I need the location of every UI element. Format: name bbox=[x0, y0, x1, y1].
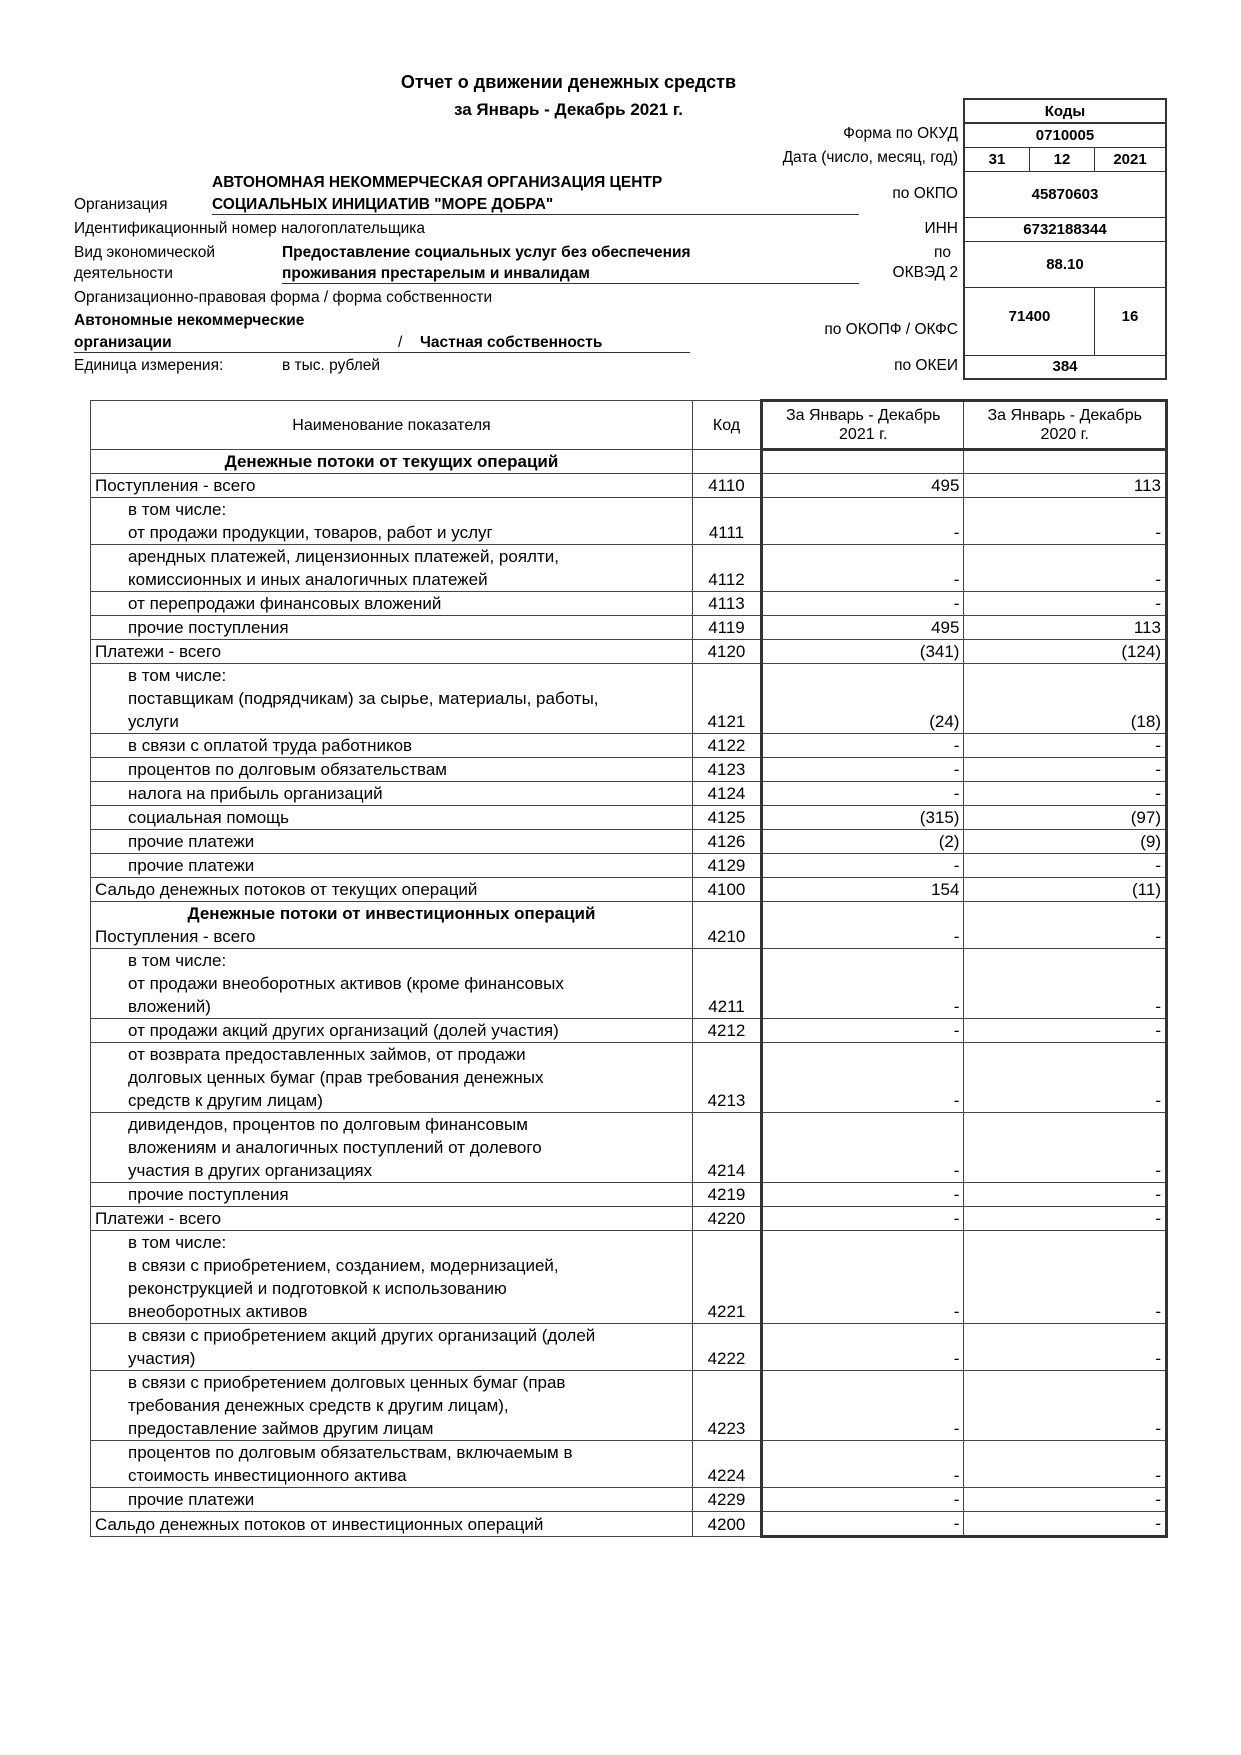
table-row: прочие платежи 4129 - - bbox=[91, 854, 1167, 878]
legal-form-label: Организационно-правовая форма / форма собственности bbox=[74, 289, 493, 306]
table-row: в том числе: от продажи внеоборотных активов (кроме финансовых вложений) 4211 - - bbox=[91, 949, 1167, 1019]
okpo-label: по ОКПО bbox=[892, 185, 958, 202]
table-row: от продажи акций других организаций (долей участия) 4212 - - bbox=[91, 1019, 1167, 1043]
date-year: 2021 bbox=[1095, 147, 1167, 171]
section-title-investing: Денежные потоки от инвестиционных операций bbox=[187, 904, 596, 923]
activity-label-1: Вид экономической bbox=[74, 244, 216, 261]
inn-code-label: ИНН bbox=[924, 220, 958, 237]
table-row: процентов по долговым обязательствам, включаемым в стоимость инвестиционного актива 4224 - - bbox=[91, 1441, 1167, 1488]
activity-line-1: Предоставление социальных услуг без обеспечения bbox=[282, 244, 691, 261]
table-row bbox=[91, 450, 1167, 474]
okei-label: по ОКЕИ bbox=[894, 357, 958, 374]
legal-form-line-1: Автономные некоммерческие bbox=[74, 312, 305, 329]
okei-value: 384 bbox=[964, 355, 1166, 379]
okved-value: 88.10 bbox=[964, 241, 1166, 287]
report-period: за Январь - Декабрь 2021 г. bbox=[454, 100, 683, 119]
section-title-operating: Денежные потоки от текущих операций bbox=[91, 450, 693, 474]
table-row: дивидендов, процентов по долговым финансовым вложениям и аналогичных поступлений от долевого участия в других организациях 4214 - - bbox=[91, 1113, 1167, 1183]
table-row: в связи с приобретением акций других организаций (долей участия) 4222 - - bbox=[91, 1324, 1167, 1371]
header-code: Код bbox=[692, 401, 761, 450]
table-row: от возврата предоставленных займов, от продажи долговых ценных бумаг (прав требования денежных средств к другим лицам) 4213 - - bbox=[91, 1043, 1167, 1113]
codes-heading: Коды bbox=[964, 99, 1166, 123]
legal-form-line-2: организации bbox=[74, 334, 690, 353]
header-2021-line-1: За Январь - Декабрь bbox=[785, 407, 941, 424]
table-row: в связи с приобретением долговых ценных бумаг (прав требования денежных средств к другим лицам), предоставление займов другим лицам 4223 - - bbox=[91, 1371, 1167, 1441]
ownership-form: Частная собственность bbox=[420, 334, 603, 351]
header-2020-line-2: 2020 г. bbox=[1040, 426, 1089, 443]
table-row: в связи с оплатой труда работников 4122 - - bbox=[91, 734, 1167, 758]
table-header-row bbox=[91, 401, 1167, 450]
codes-box bbox=[963, 98, 1167, 380]
okved-label-1: по bbox=[933, 244, 951, 261]
date-label: Дата (число, месяц, год) bbox=[782, 149, 958, 166]
report-title: Отчет о движении денежных средств bbox=[400, 72, 737, 92]
table-row: прочие платежи 4229 - - bbox=[91, 1488, 1167, 1512]
header-2021-line-2: 2021 г. bbox=[839, 426, 888, 443]
inn-value: 6732188344 bbox=[964, 217, 1166, 241]
table-row: налога на прибыль организаций 4124 - - bbox=[91, 782, 1167, 806]
activity-label-2: деятельности bbox=[74, 265, 173, 282]
table-row: в том числе: от продажи продукции, товаров, работ и услуг 4111 - - bbox=[91, 498, 1167, 545]
okud-value: 0710005 bbox=[964, 123, 1166, 147]
table-row: Сальдо денежных потоков от инвестиционных операций 4200 - - bbox=[91, 1512, 1167, 1537]
org-name-line-1: АВТОНОМНАЯ НЕКОММЕРЧЕСКАЯ ОРГАНИЗАЦИЯ ЦЕНТР bbox=[212, 174, 663, 191]
inn-label: Идентификационный номер налогоплательщика bbox=[74, 220, 426, 237]
okud-label: Форма по ОКУД bbox=[843, 125, 958, 142]
table-row: арендных платежей, лицензионных платежей, роялти, комиссионных и иных аналогичных платежей 4112 - - bbox=[91, 545, 1167, 592]
legal-form-separator: / bbox=[398, 334, 403, 351]
org-name-line-2: СОЦИАЛЬНЫХ ИНИЦИАТИВ "МОРЕ ДОБРА" bbox=[212, 196, 859, 215]
header-name: Наименование показателя bbox=[91, 401, 693, 450]
table-row: Поступления - всего 4110 495 113 bbox=[91, 474, 1167, 498]
table-row: в том числе: поставщикам (подрядчикам) за сырье, материалы, работы, услуги 4121 (24) (18) bbox=[91, 664, 1167, 734]
okopf-value: 71400 bbox=[964, 287, 1095, 355]
header-2020-line-1: За Январь - Декабрь bbox=[987, 407, 1142, 424]
org-label: Организация bbox=[74, 196, 168, 213]
table-row: процентов по долговым обязательствам 4123 - - bbox=[91, 758, 1167, 782]
table-row: прочие платежи 4126 (2) (9) bbox=[91, 830, 1167, 854]
table-row: в том числе: в связи с приобретением, созданием, модернизацией, реконструкцией и подготовкой к использованию внеоборотных активов 4221 - - bbox=[91, 1231, 1167, 1324]
table-row: прочие поступления 4219 - - bbox=[91, 1183, 1167, 1207]
unit-label: Единица измерения: bbox=[74, 357, 224, 374]
table-row: Денежные потоки от инвестиционных операций Поступления - всего 4210 - - bbox=[91, 902, 1167, 949]
activity-line-2: проживания престарелым и инвалидам bbox=[282, 265, 859, 284]
date-day: 31 bbox=[964, 147, 1030, 171]
table-row: Платежи - всего 4120 (341) (124) bbox=[91, 640, 1167, 664]
okpo-value: 45870603 bbox=[964, 171, 1166, 217]
okved-label-2: ОКВЭД 2 bbox=[892, 264, 958, 281]
table-row: от перепродажи финансовых вложений 4113 - - bbox=[91, 592, 1167, 616]
table-row: социальная помощь 4125 (315) (97) bbox=[91, 806, 1167, 830]
cashflow-table bbox=[90, 399, 1168, 1538]
unit-value: в тыс. рублей bbox=[282, 357, 381, 374]
okopf-label: по ОКОПФ / ОКФС bbox=[824, 321, 958, 338]
table-row: Сальдо денежных потоков от текущих операций 4100 154 (11) bbox=[91, 878, 1167, 902]
table-row: Платежи - всего 4220 - - bbox=[91, 1207, 1167, 1231]
okfs-value: 16 bbox=[1095, 287, 1167, 355]
date-month: 12 bbox=[1030, 147, 1095, 171]
table-row: прочие поступления 4119 495 113 bbox=[91, 616, 1167, 640]
